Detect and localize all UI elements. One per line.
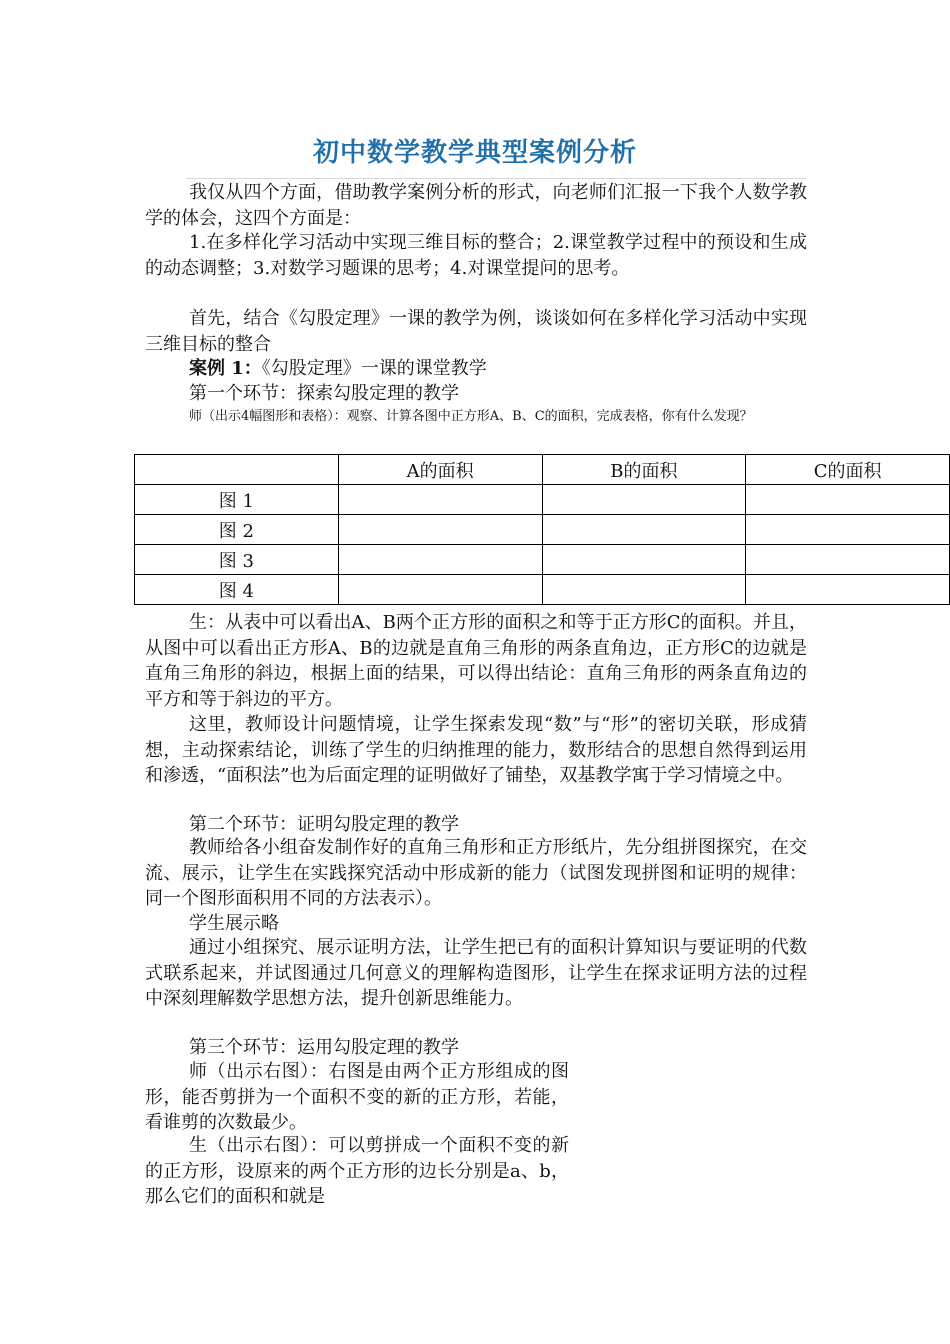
step3-heading: 第三个环节：运用勾股定理的教学 [189, 1037, 459, 1058]
table-cell[interactable] [338, 575, 542, 605]
first-paragraph: 首先，结合《勾股定理》一课的教学为例，谈谈如何在多样化学习活动中实现三维目标的整合 [145, 308, 807, 355]
case-label: 案例 1： [189, 358, 262, 379]
student-response: 生（出示右图）：可以剪拼成一个面积不变的新的正方形，设原来的两个正方形的边长分别是a、b，那么它们的面积和就是 [145, 1135, 569, 1207]
step1-heading: 第一个环节：探索勾股定理的教学 [189, 383, 459, 404]
row-label: 图 1 [135, 485, 339, 515]
intro-paragraph: 我仅从四个方面，借助教学案例分析的形式，向老师们汇报一下我个人数学教学的体会，这四个方面是： [145, 182, 807, 229]
table-header-cell: B的面积 [542, 455, 746, 485]
table-cell[interactable] [542, 575, 746, 605]
teacher-prompt: 师（出示右图）：右图是由两个正方形组成的图形，能否剪拼为一个面积不变的新的正方形，若能，看谁剪的次数最少。 [145, 1061, 569, 1133]
table-cell[interactable] [338, 515, 542, 545]
table-cell[interactable] [746, 545, 950, 575]
table-cell[interactable] [746, 575, 950, 605]
show-note: 学生展示略 [189, 913, 279, 934]
table-cell[interactable] [338, 485, 542, 515]
table-header-cell: C的面积 [746, 455, 950, 485]
table-cell[interactable] [542, 515, 746, 545]
student-answer: 生：从表中可以看出A、B两个正方形的面积之和等于正方形C的面积。并且，从图中可以看出正方形A、B的边就是直角三角形的两条直角边，正方形C的边就是直角三角形的斜边，根据上面的结果，可以得出结论：直角三角形的两条直角边的平方和等于斜边的平方。 [145, 612, 807, 710]
row-label: 图 2 [135, 515, 339, 545]
topics-paragraph: 1.在多样化学习活动中实现三维目标的整合；2.课堂教学过程中的预设和生成的动态调整；3.对数学习题课的思考；4.对课堂提问的思考。 [145, 232, 807, 279]
figure-area [590, 1060, 810, 1230]
table-cell[interactable] [542, 545, 746, 575]
commentary-1: 这里，教师设计问题情境，让学生探索发现“数”与“形”的密切关联，形成猜想，主动探索结论，训练了学生的归纳推理的能力，数形结合的思想自然得到运用和渗透，“面积法”也为后面定理的证明做好了铺垫，双基教学寓于学习情境之中。 [145, 714, 807, 786]
table-cell[interactable] [746, 485, 950, 515]
table-row [135, 545, 950, 575]
commentary-2: 通过小组探究、展示证明方法，让学生把已有的面积计算知识与要证明的代数式联系起来，并试图通过几何意义的理解构造图形，让学生在探求证明方法的过程中深刻理解数学思想方法，提升创新思维能力。 [145, 937, 807, 1009]
table-row [135, 485, 950, 515]
table-header-row [135, 455, 950, 485]
table-cell[interactable] [746, 515, 950, 545]
step2-paragraph: 教师给各小组奋发制作好的直角三角形和正方形纸片，先分组拼图探究，在交流、展示，让学生在实践探究活动中形成新的能力（试图发现拼图和证明的规律：同一个图形面积用不同的方法表示）。 [145, 837, 807, 909]
step2-heading: 第二个环节：证明勾股定理的教学 [189, 814, 459, 835]
case-heading [145, 356, 807, 382]
table-row [135, 575, 950, 605]
area-table [134, 454, 950, 605]
page-title: 初中数学教学典型案例分析 [312, 138, 637, 168]
table-cell[interactable] [542, 485, 746, 515]
teacher-question: 师（出示4幅图形和表格）：观察、计算各图中正方形A、B、C的面积，完成表格，你有什么发现？ [189, 409, 753, 424]
table-row [135, 515, 950, 545]
table-header-cell [135, 455, 339, 485]
table-cell[interactable] [338, 545, 542, 575]
title-underline [186, 178, 806, 179]
row-label: 图 4 [135, 575, 339, 605]
table-header-cell: A的面积 [338, 455, 542, 485]
case-title: 《勾股定理》一课的课堂教学 [261, 358, 487, 379]
row-label: 图 3 [135, 545, 339, 575]
